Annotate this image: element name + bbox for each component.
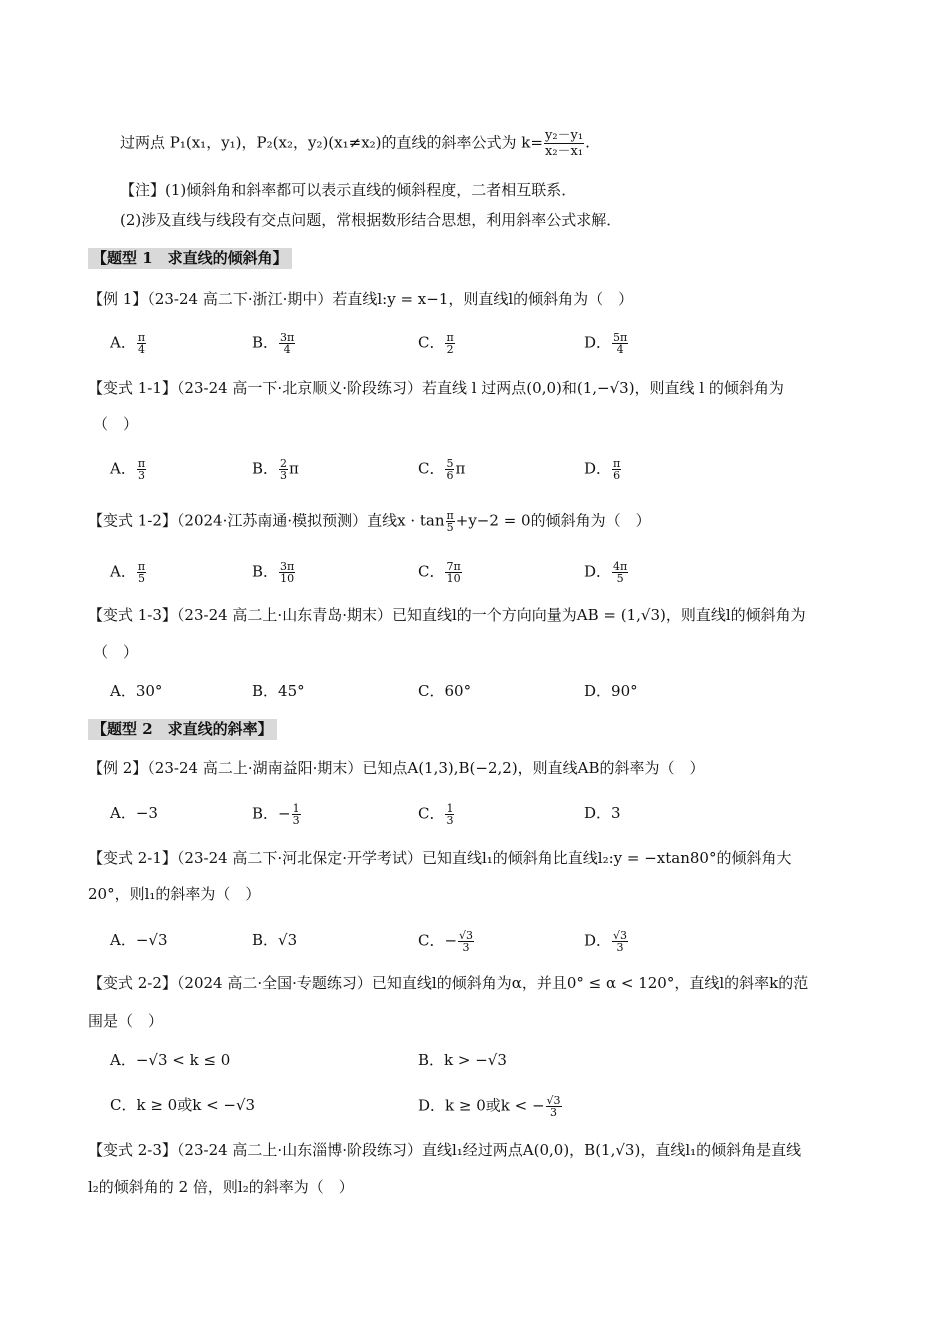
note-1: 【注】(1)倾斜角和斜率都可以表示直线的倾斜程度，二者相互联系． xyxy=(120,181,577,199)
option-c: C．− $\frac{√3}{3}$ xyxy=(418,929,474,954)
variant-2-2-question: 【变式 2-2】（2024 高二·全国·专题练习）已知直线l的倾斜角为α，并且0° ≤ α < 120°，直线l的斜率k的范 xyxy=(88,974,809,992)
option-d: D．90° xyxy=(584,682,638,700)
section-heading-1: 【题型 1 求直线的倾斜角】 xyxy=(88,248,292,269)
slope-formula-fraction: $\frac{\text{y₂－y₁}}{\text{x₂－x₁}}$ xyxy=(544,128,584,159)
option-b: B．45° xyxy=(252,682,305,700)
option-a: A．30° xyxy=(110,682,163,700)
option-d: D．3 xyxy=(584,804,621,822)
option-a: A．−3 xyxy=(110,804,158,822)
option-b: B．k > −√3 xyxy=(418,1051,507,1069)
variant-2-3-question: 【变式 2-3】（23-24 高二上·山东淄博·阶段练习）直线l₁经过两点A(0,0)，B(1,√3)，直线l₁的倾斜角是直线 xyxy=(88,1141,802,1159)
variant-1-2-question: 【变式 1-2】（2024·江苏南通·模拟预测）直线x · tan $\frac{\pi}{5}$ +y−2 = 0的倾斜角为（ ） xyxy=(88,509,651,534)
option-b: B．− $\frac{1}{3}$ xyxy=(252,802,300,827)
variant-2-1-question: 【变式 2-1】（23-24 高二下·河北保定·开学考试）已知直线l₁的倾斜角比直线l₂:y = −xtan80°的倾斜角大 xyxy=(88,849,792,867)
option-a: A． $\frac{\pi}{5}$ xyxy=(110,560,146,585)
option-d: D． $\frac{4\pi}{5}$ xyxy=(584,560,628,585)
option-b: B． $\frac{2}{3}$ π xyxy=(252,457,299,482)
variant-2-3-line2: l₂的倾斜角的 2 倍，则l₂的斜率为（ ） xyxy=(88,1178,354,1196)
variant-2-2-line2: 围是（ ） xyxy=(88,1012,164,1030)
variant-1-1-paren: （ ） xyxy=(93,415,139,433)
option-d: D．k ≥ 0或k < − $\frac{√3}{3}$ xyxy=(418,1094,561,1119)
section-heading-2: 【题型 2 求直线的斜率】 xyxy=(88,719,277,740)
option-c: C． $\frac{7\pi}{10}$ xyxy=(418,560,461,585)
option-c: C． $\frac{5}{6}$ π xyxy=(418,457,466,482)
option-a: A．−√3 < k ≤ 0 xyxy=(110,1051,231,1069)
example-2-question: 【例 2】（23-24 高二上·湖南益阳·期末）已知点A(1,3),B(−2,2)，则直线AB的斜率为（ ） xyxy=(88,759,705,777)
note-2: (2)涉及直线与线段有交点问题，常根据数形结合思想，利用斜率公式求解． xyxy=(120,211,622,229)
option-c: C． $\frac{\pi}{2}$ xyxy=(418,331,454,356)
variant-1-3-question: 【变式 1-3】（23-24 高二上·山东青岛·期末）已知直线l的一个方向向量为AB = (1,√3)，则直线l的倾斜角为 xyxy=(88,606,806,624)
slope-formula-line: 过两点 P₁(x₁，y₁)，P₂(x₂，y₂)(x₁≠x₂)的直线的斜率公式为 k= $\frac{\text{y₂－y₁}}{\text{x₂－x₁}}$ . xyxy=(120,128,590,159)
option-c: C．k ≥ 0或k < −√3 xyxy=(110,1096,256,1114)
variant-2-1-line2: 20°，则l₁的斜率为（ ） xyxy=(88,885,261,903)
option-a: A． $\frac{\pi}{3}$ xyxy=(110,457,146,482)
option-c: C． $\frac{1}{3}$ xyxy=(418,802,454,827)
option-b: B． $\frac{3\pi}{10}$ xyxy=(252,560,295,585)
option-d: D． $\frac{5\pi}{4}$ xyxy=(584,331,628,356)
option-b: B．√3 xyxy=(252,931,298,949)
formula-prefix: 过两点 P₁(x₁，y₁)，P₂(x₂，y₂)(x₁≠x₂)的直线的斜率公式为 k= xyxy=(120,133,543,152)
option-a: A． $\frac{\pi}{4}$ xyxy=(110,331,146,356)
option-c: C．60° xyxy=(418,682,472,700)
variant-1-1-question: 【变式 1-1】（23-24 高一下·北京顺义·阶段练习）若直线 l 过两点(0,0)和(1,−√3)，则直线 l 的倾斜角为 xyxy=(88,379,784,397)
option-a: A．−√3 xyxy=(110,931,168,949)
option-b: B． $\frac{3\pi}{4}$ xyxy=(252,331,295,356)
example-1-question: 【例 1】（23-24 高二下·浙江·期中）若直线l:y = x−1，则直线l的倾斜角为（ ） xyxy=(88,290,634,308)
option-d: D． $\frac{\pi}{6}$ xyxy=(584,457,621,482)
variant-1-3-paren: （ ） xyxy=(93,643,139,661)
option-d: D． $\frac{√3}{3}$ xyxy=(584,929,628,954)
